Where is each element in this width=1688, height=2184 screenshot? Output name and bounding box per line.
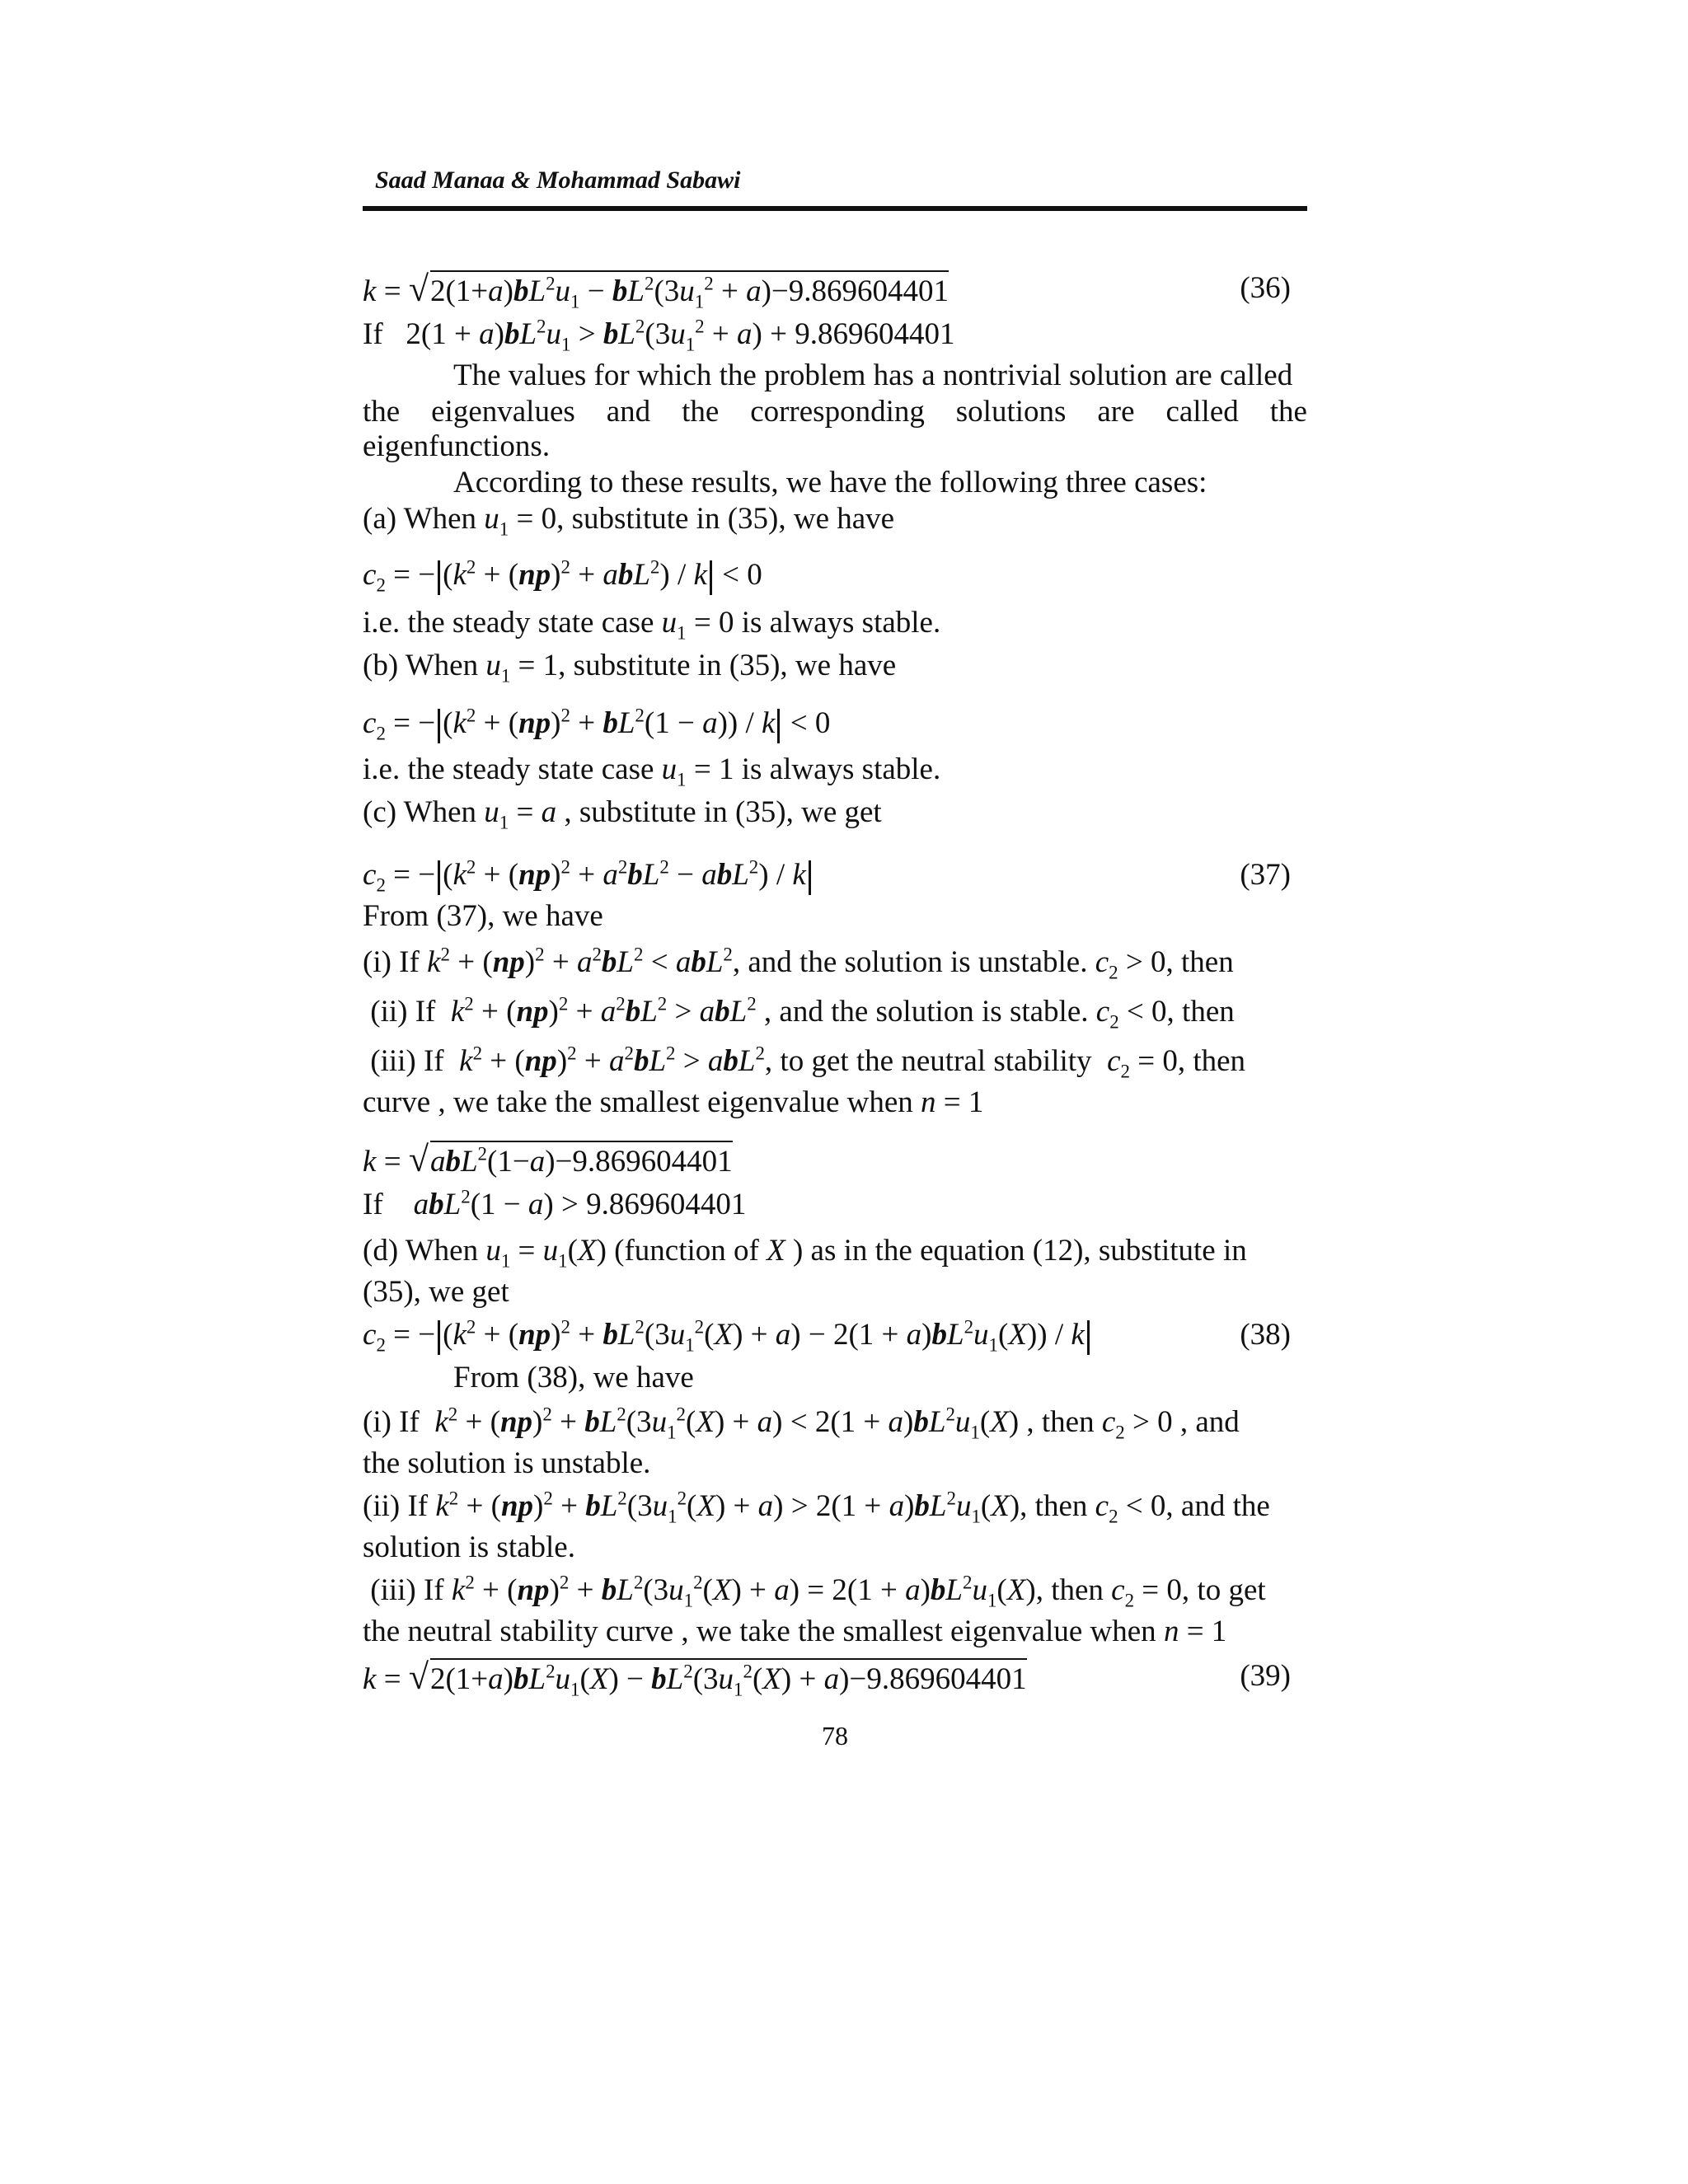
equation-36: $k = √2(1+a)bL^2u_1 - bL^2(3u_1^2 + a)-9.869604401$ (36) xyxy=(363,269,1291,312)
case-a-equation: $c_2$ = − $(k^2 + (np)^2 + abL^2) / k < 0$ xyxy=(363,556,762,596)
paragraph-line: the neutral stability curve , we take the smallest eigenvalue when n = 1 xyxy=(363,1615,1227,1648)
case-b-equation: $c_2$ = − $(k^2 + (np)^2 + bL^2(1 - a)) / k < 0$ xyxy=(363,705,831,744)
running-header: Saad Manaa & Mohammad Sabawi xyxy=(375,166,741,194)
case-c-heading: (c) When $u_1 = a$ , substitute in (35), we get xyxy=(363,795,882,833)
case-a-heading: (a) When $u_1 = 0$, substitute in (35), we have xyxy=(363,502,895,540)
paragraph-line: eigenfunctions. xyxy=(363,429,551,463)
equation-number: (39) xyxy=(1240,1659,1291,1693)
paragraph-line: (35), we get xyxy=(363,1275,509,1309)
header-rule xyxy=(363,206,1307,211)
paragraph-line: curve , we take the smallest eigenvalue when n = 1 xyxy=(363,1085,984,1119)
paragraph-line: From (37), we have xyxy=(363,899,603,933)
paragraph-line: the solution is unstable. xyxy=(363,1446,651,1480)
case-d-iii: (iii) If $k^2 + (np)^2 + bL^2(3u_1^2(X) + a) = 2(1 + a)bL^2u_1(X)$, then $c_2 = 0$, to get xyxy=(370,1572,1266,1611)
case-d-heading: (d) When $u_1 = u_1(X)$ (function of X ) as in the equation (12), substitute in xyxy=(363,1234,1247,1272)
case-b-heading: (b) When $u_1 = 1$, substitute in (35), we have xyxy=(363,649,897,687)
case-c-ii: (ii) If $k^2 + (np)^2 + a^2bL^2 > abL^2$ , and the solution is stable. $c_2 < 0$, then xyxy=(370,993,1235,1033)
paragraph-line: According to these results, we have the following three cases: xyxy=(453,466,1207,499)
condition-line: If abL$^2$(1 − a) > 9.869604401 xyxy=(363,1186,747,1221)
case-a-result: i.e. the steady state case $u_1 = 0$ is always stable. xyxy=(363,606,941,644)
word: called xyxy=(1165,395,1239,429)
document-page xyxy=(363,0,1307,2184)
equation-39: $k = √2(1+a)bL^2u_1(X) - bL^2(3u_1^2(X) + a)-9.869604401$ (39) xyxy=(363,1657,1291,1700)
paragraph-line: From (38), we have xyxy=(453,1361,694,1394)
word: solutions xyxy=(955,395,1067,429)
word: eigenvalues xyxy=(431,395,575,429)
equation-number: (36) xyxy=(1240,271,1291,305)
case-c-iii: (iii) If $k^2 + (np)^2 + a^2bL^2 > abL^2$, to get the neutral stability $c_2 = 0$, then xyxy=(370,1043,1246,1082)
equation-number: (37) xyxy=(1240,858,1291,892)
case-b-result: i.e. the steady state case $u_1 = 1$ is always stable. xyxy=(363,752,941,790)
equation-number: (38) xyxy=(1240,1318,1291,1352)
paragraph-line-justified xyxy=(363,394,1307,430)
word: the xyxy=(1269,395,1307,429)
word: are xyxy=(1097,395,1135,429)
case-d-i: (i) If $k^2 + (np)^2 + bL^2(3u_1^2(X) + a) < 2(1 + a)bL^2u_1(X)$ , then $c_2 > 0$ , and xyxy=(363,1404,1240,1443)
condition-line: If $2(1 + a)bL^2u_1 > bL^2(3u_1^2 + a) + 9.869604401$ xyxy=(363,316,955,355)
page-number: 78 xyxy=(822,1721,848,1750)
case-c-i: (i) If $k^2 + (np)^2 + a^2bL^2 < abL^2$, and the solution is unstable. $c_2 > 0$, then xyxy=(363,944,1234,983)
paragraph-line: solution is stable. xyxy=(363,1530,575,1564)
paragraph-line: The values for which the problem has a nontrivial solution are called xyxy=(453,359,1293,392)
case-d-ii: (ii) If $k^2 + (np)^2 + bL^2(3u_1^2(X) + a) > 2(1 + a)bL^2u_1(X)$, then $c_2 < 0$, and the xyxy=(363,1488,1270,1527)
eigenvalue-equation-c: k = √abL$^2$(1−a)−9.869604401 xyxy=(363,1139,733,1179)
equation-38: $c_2$ = − $(k^2 + (np)^2 + bL^2(3u_1^2(X) + a) - 2(1 + a)bL^2u_1(X)) / k$ (38) xyxy=(363,1316,1291,1356)
word: the xyxy=(682,395,720,429)
word: corresponding xyxy=(750,395,925,429)
word: the xyxy=(363,395,401,429)
equation-37: $c_2$ = − $(k^2 + (np)^2 + a^2bL^2 - abL^2) / k$ (37) xyxy=(363,856,1291,896)
word: and xyxy=(606,395,651,429)
